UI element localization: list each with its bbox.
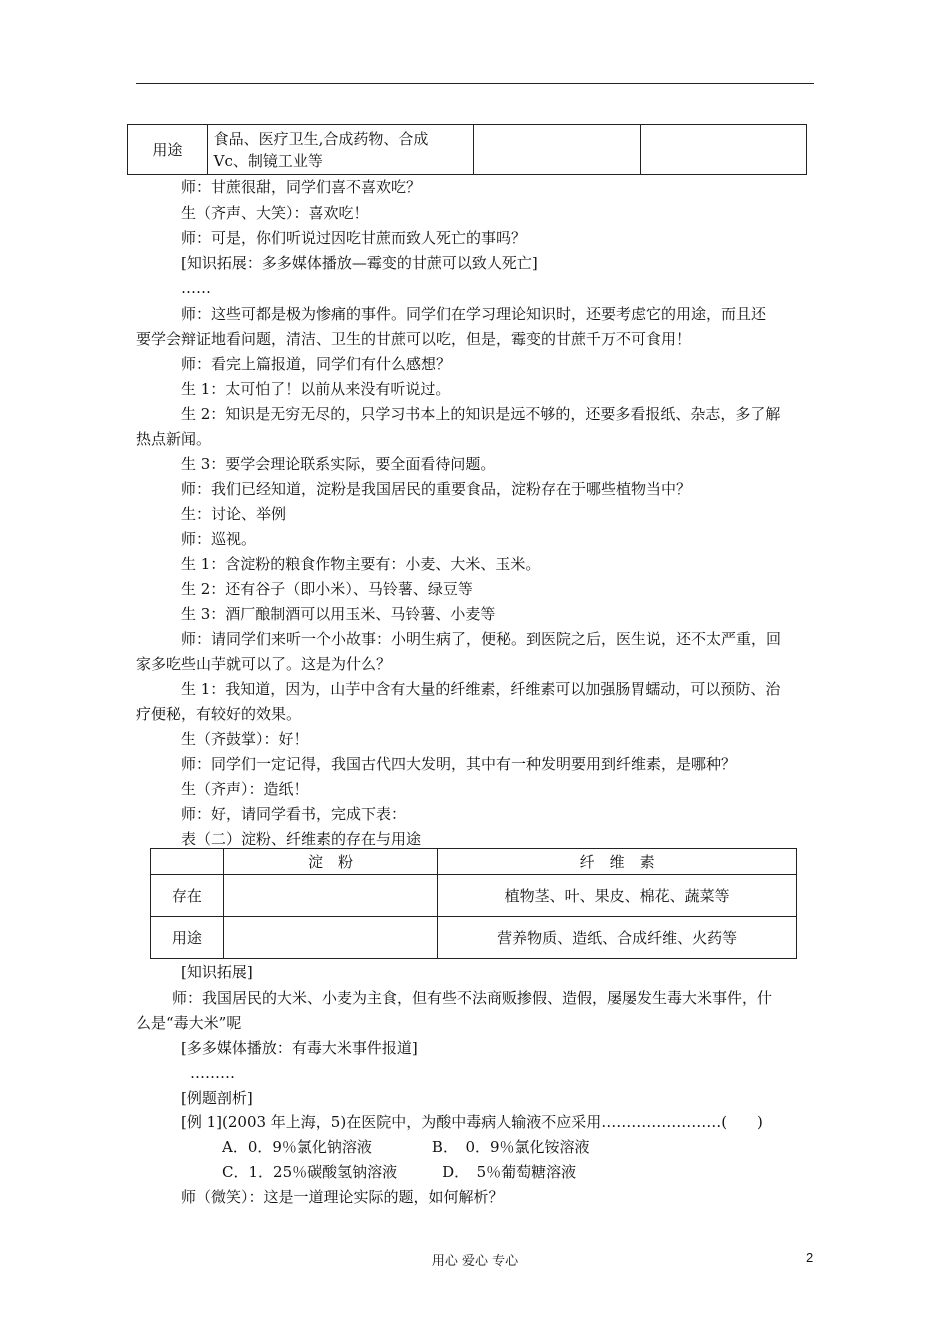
text-line: [例 1](2003 年上海，5)在医院中，为酸中毒病人输液不应采用……………………( ) (181, 1113, 763, 1131)
text-line: C．1．25％碳酸氢钠溶液 D． 5％葡萄糖溶液 (222, 1163, 577, 1181)
text-line: 师：我们已经知道，淀粉是我国居民的重要食品，淀粉存在于哪些植物当中？ (181, 480, 692, 498)
text-line: ……… (190, 1064, 235, 1082)
text-line: 师（微笑）：这是一道理论实际的题，如何解析？ (181, 1188, 504, 1206)
text-line: 师：好，请同学看书，完成下表： (181, 805, 407, 823)
empty-cell (473, 125, 640, 175)
text-line: 么是“毒大米”呢 (136, 1014, 242, 1032)
header-rule (136, 83, 814, 84)
text-line: [例题剖析] (181, 1089, 253, 1107)
starch-cell (223, 917, 437, 959)
text-line: 生 2：还有谷子（即小米）、马铃薯、绿豆等 (181, 580, 473, 598)
text-line: …… (181, 279, 211, 297)
text-line: 师：巡视。 (181, 530, 257, 548)
text-line: 疗便秘，有较好的效果。 (136, 705, 302, 723)
row-label: 用途 (128, 125, 208, 175)
text-line: [多多媒体播放：有毒大米事件报道] (181, 1039, 418, 1057)
text-line: 师：甘蔗很甜，同学们喜不喜欢吃？ (181, 178, 422, 196)
text-line: 生：讨论、举例 (181, 505, 287, 523)
text-line: 生 1：我知道，因为，山芋中含有大量的纤维素，纤维素可以加强肠胃蠕动，可以预防、治 (181, 680, 781, 698)
header-cellulose: 纤 维 素 (438, 849, 797, 875)
text-line: 热点新闻。 (136, 430, 212, 448)
text-line: 师：可是，你们听说过因吃甘蔗而致人死亡的事吗？ (181, 229, 527, 247)
table-caption: 表（二）淀粉、纤维素的存在与用途 (181, 830, 422, 848)
row-label: 用途 (151, 917, 224, 959)
text-line: 要学会辩证地看问题，清洁、卫生的甘蔗可以吃，但是，霉变的甘蔗千万不可食用！ (136, 330, 692, 348)
empty-cell (641, 125, 807, 175)
text-line: 生（齐声、大笑）：喜欢吃！ (181, 204, 369, 222)
text-line: 生 1：含淀粉的粮食作物主要有：小麦、大米、玉米。 (181, 555, 541, 573)
text-line: A．0．9％氯化钠溶液 B． 0．9％氯化铵溶液 (222, 1138, 590, 1156)
page-number: 2 (806, 1250, 814, 1265)
text-line: 师：同学们一定记得，我国古代四大发明，其中有一种发明要用到纤维素，是哪种？ (181, 755, 737, 773)
text-line: [知识拓展：多多媒体播放—霉变的甘蔗可以致人死亡] (181, 254, 538, 272)
usage-line-2: Vc、制镜工业等 (213, 151, 323, 170)
usage-cell (207, 125, 473, 175)
usage-line-1: 食品、医疗卫生,合成药物、合成 (213, 129, 429, 148)
text-line: 生 3：要学会理论联系实际，要全面看待问题。 (181, 455, 496, 473)
text-line: 生 3：酒厂酿制酒可以用玉米、马铃薯、小麦等 (181, 605, 496, 623)
text-line: 师：看完上篇报道，同学们有什么感想？ (181, 355, 452, 373)
footer-text: 用心 爱心 专心 (431, 1254, 519, 1269)
text-line: [知识拓展] (181, 963, 253, 981)
table-row (151, 875, 797, 917)
usage-table (127, 124, 807, 175)
header-blank (151, 849, 224, 875)
text-line: 家多吃些山芋就可以了。这是为什么？ (136, 655, 392, 673)
cellulose-cell: 营养物质、造纸、合成纤维、火药等 (438, 917, 797, 959)
starch-cell (223, 875, 437, 917)
row-label: 存在 (151, 875, 224, 917)
table-header-row (151, 849, 797, 875)
header-starch: 淀 粉 (223, 849, 437, 875)
text-line: 师：我国居民的大米、小麦为主食，但有些不法商贩掺假、造假，屡屡发生毒大米事件，什 (172, 989, 773, 1007)
table-row (151, 917, 797, 959)
text-line: 生（齐声）：造纸！ (181, 780, 309, 798)
starch-cellulose-table (150, 848, 797, 959)
text-line: 生（齐鼓掌）：好！ (181, 730, 309, 748)
text-line: 师：请同学们来听一个小故事：小明生病了，便秘。到医院之后，医生说，还不太严重，回 (181, 630, 782, 648)
text-line: 师：这些可都是极为惨痛的事件。同学们在学习理论知识时，还要考虑它的用途，而且还 (181, 305, 767, 323)
table-row (128, 125, 807, 175)
cellulose-cell: 植物茎、叶、果皮、棉花、蔬菜等 (438, 875, 797, 917)
text-line: 生 1：太可怕了！以前从来没有听说过。 (181, 380, 451, 398)
text-line: 生 2：知识是无穷无尽的，只学习书本上的知识是远不够的，还要多看报纸、杂志，多了解 (181, 405, 781, 423)
